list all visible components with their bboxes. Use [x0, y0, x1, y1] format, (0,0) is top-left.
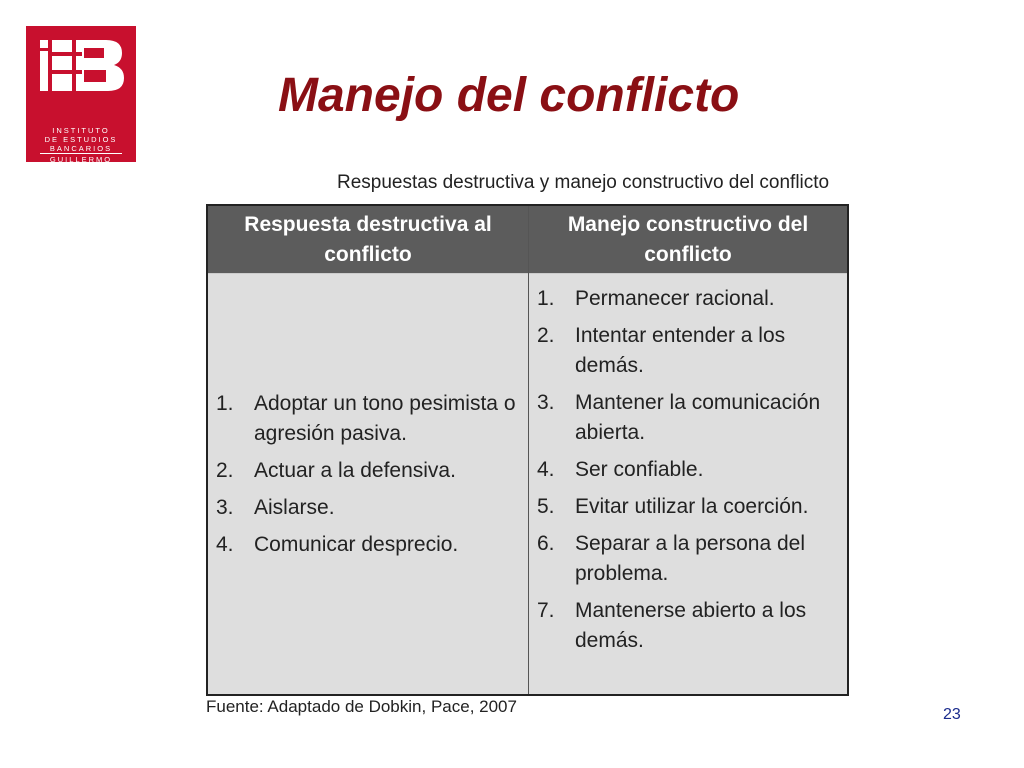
item-text: Evitar utilizar la coerción.: [575, 495, 809, 518]
header-constructive: Manejo constructivo del conflicto: [567, 212, 809, 266]
list-item: [216, 389, 520, 449]
list-item: [537, 529, 839, 589]
list-item: [537, 596, 839, 656]
item-text: Intentar entender a los demás.: [575, 324, 786, 377]
item-text: Ser confiable.: [575, 458, 704, 481]
list-item: [216, 493, 520, 523]
constructive-list: [537, 284, 839, 656]
list-item: [537, 455, 839, 485]
item-text: Actuar a la defensiva.: [254, 459, 456, 482]
destructive-list: [216, 389, 520, 567]
constructive-cell: [529, 274, 847, 694]
item-text: Permanecer racional.: [575, 287, 775, 310]
page-number: 23: [943, 706, 961, 723]
destructive-cell: [208, 274, 528, 694]
logo-divider: [40, 153, 122, 154]
item-number: 4.: [216, 533, 234, 556]
item-number: 7.: [537, 599, 555, 622]
logo-line-4: GUILLERMO: [49, 155, 113, 164]
item-number: 3.: [537, 391, 555, 414]
item-text: Comunicar desprecio.: [254, 533, 459, 556]
logo-line-3: BANCARIOS: [49, 144, 113, 153]
item-number: 3.: [216, 496, 234, 519]
item-number: 1.: [537, 287, 555, 310]
header-destructive: Respuesta destructiva al conflicto: [244, 212, 492, 266]
table-caption: Respuestas destructiva y manejo constructivo del conflicto: [337, 172, 830, 193]
item-number: 4.: [537, 458, 555, 481]
list-item: [537, 284, 839, 314]
item-text: Separar a la persona del problema.: [575, 532, 805, 585]
list-item: [216, 530, 520, 560]
column-divider: [528, 206, 529, 694]
institute-logo: [26, 26, 136, 171]
list-item: [537, 492, 839, 522]
source-citation: Fuente: Adaptado de Dobkin, Pace, 2007: [206, 697, 517, 716]
logo-line-1: INSTITUTO: [52, 126, 110, 135]
list-item: [537, 388, 839, 448]
item-text: Adoptar un tono pesimista o agresión pasiva.: [254, 392, 516, 445]
list-item: [216, 456, 520, 486]
item-number: 1.: [216, 392, 234, 415]
list-item: [537, 321, 839, 381]
item-text: Mantenerse abierto a los demás.: [575, 599, 807, 652]
item-number: 6.: [537, 532, 555, 555]
item-number: 2.: [537, 324, 555, 347]
logo-line-5: SUBERCASEAUX: [48, 164, 114, 171]
slide-title: Manejo del conflicto: [278, 69, 740, 122]
item-text: Aislarse.: [254, 496, 335, 519]
item-text: Mantener la comunicación abierta.: [575, 391, 821, 444]
item-number: 2.: [216, 459, 234, 482]
item-number: 5.: [537, 495, 555, 518]
conflict-table: [206, 204, 849, 696]
logo-line-2: DE ESTUDIOS: [44, 135, 118, 144]
